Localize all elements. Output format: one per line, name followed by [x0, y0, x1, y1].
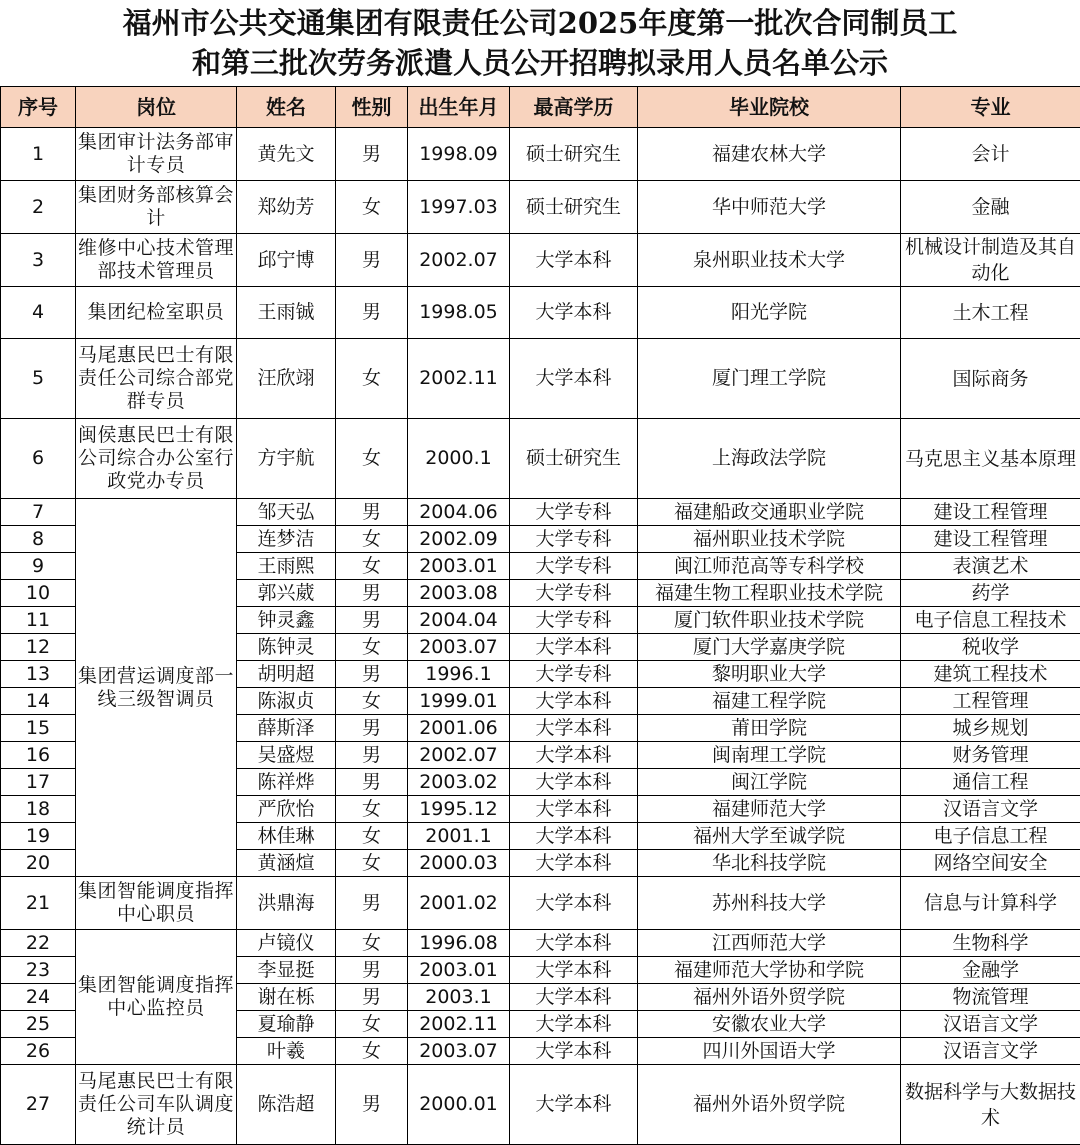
header-education: 最高学历 — [510, 87, 638, 128]
birth-cell: 2004.04 — [408, 607, 510, 634]
gender-cell: 男 — [336, 984, 408, 1011]
name-cell: 方宇航 — [237, 419, 336, 499]
row-number: 16 — [1, 742, 76, 769]
header-post: 岗位 — [76, 87, 237, 128]
birth-cell: 2003.01 — [408, 957, 510, 984]
major-cell: 金融 — [901, 181, 1080, 234]
birth-cell: 2003.1 — [408, 984, 510, 1011]
school-cell: 福州职业技术学院 — [638, 526, 901, 553]
table-row — [1, 419, 1080, 499]
school-cell: 厦门大学嘉庚学院 — [638, 634, 901, 661]
name-cell: 夏瑜静 — [237, 1011, 336, 1038]
gender-cell: 女 — [336, 339, 408, 419]
gender-cell: 男 — [336, 877, 408, 930]
name-cell: 王雨铖 — [237, 287, 336, 339]
header-major: 专业 — [901, 87, 1080, 128]
education-cell: 大学本科 — [510, 957, 638, 984]
gender-cell: 女 — [336, 688, 408, 715]
major-cell: 会计 — [901, 128, 1080, 181]
post-cell: 集团纪检室职员 — [76, 287, 237, 339]
gender-cell: 男 — [336, 580, 408, 607]
birth-cell: 2003.07 — [408, 634, 510, 661]
gender-cell: 男 — [336, 661, 408, 688]
name-cell: 陈钟灵 — [237, 634, 336, 661]
row-number: 13 — [1, 661, 76, 688]
header-birth: 出生年月 — [408, 87, 510, 128]
post-cell: 集团审计法务部审计专员 — [76, 128, 237, 181]
table-row — [1, 877, 1080, 930]
education-cell: 大学专科 — [510, 661, 638, 688]
gender-cell: 女 — [336, 419, 408, 499]
name-cell: 连梦洁 — [237, 526, 336, 553]
row-number: 14 — [1, 688, 76, 715]
school-cell: 上海政法学院 — [638, 419, 901, 499]
birth-cell: 2002.07 — [408, 234, 510, 287]
gender-cell: 男 — [336, 607, 408, 634]
education-cell: 大学专科 — [510, 499, 638, 526]
name-cell: 王雨熙 — [237, 553, 336, 580]
name-cell: 严欣怡 — [237, 796, 336, 823]
birth-cell: 2001.06 — [408, 715, 510, 742]
major-cell: 建设工程管理 — [901, 526, 1080, 553]
education-cell: 硕士研究生 — [510, 128, 638, 181]
row-number: 2 — [1, 181, 76, 234]
row-number: 5 — [1, 339, 76, 419]
post-cell: 集团智能调度指挥中心职员 — [76, 877, 237, 930]
title-line-2: 和第三批次劳务派遣人员公开招聘拟录用人员名单公示 — [0, 43, 1080, 83]
birth-cell: 2001.02 — [408, 877, 510, 930]
row-number: 15 — [1, 715, 76, 742]
gender-cell: 女 — [336, 796, 408, 823]
gender-cell: 男 — [336, 957, 408, 984]
row-number: 21 — [1, 877, 76, 930]
education-cell: 大学本科 — [510, 287, 638, 339]
education-cell: 大学本科 — [510, 234, 638, 287]
major-cell: 信息与计算科学 — [901, 877, 1080, 930]
name-cell: 汪欣翊 — [237, 339, 336, 419]
birth-cell: 2002.09 — [408, 526, 510, 553]
school-cell: 厦门理工学院 — [638, 339, 901, 419]
education-cell: 大学本科 — [510, 796, 638, 823]
education-cell: 大学本科 — [510, 715, 638, 742]
name-cell: 李显挺 — [237, 957, 336, 984]
major-cell: 汉语言文学 — [901, 796, 1080, 823]
major-cell: 药学 — [901, 580, 1080, 607]
table-row — [1, 181, 1080, 234]
name-cell: 吴盛煜 — [237, 742, 336, 769]
school-cell: 苏州科技大学 — [638, 877, 901, 930]
name-cell: 邹天弘 — [237, 499, 336, 526]
education-cell: 大学专科 — [510, 526, 638, 553]
row-number: 4 — [1, 287, 76, 339]
birth-cell: 2002.11 — [408, 1011, 510, 1038]
major-cell: 机械设计制造及其自动化 — [901, 234, 1080, 287]
school-cell: 安徽农业大学 — [638, 1011, 901, 1038]
table-row — [1, 499, 1080, 526]
post-cell: 集团营运调度部一线三级智调员 — [76, 499, 237, 877]
gender-cell: 女 — [336, 930, 408, 957]
post-cell: 集团智能调度指挥中心监控员 — [76, 930, 237, 1065]
gender-cell: 男 — [336, 715, 408, 742]
school-cell: 福建农林大学 — [638, 128, 901, 181]
major-cell: 表演艺术 — [901, 553, 1080, 580]
row-number: 11 — [1, 607, 76, 634]
major-cell: 生物科学 — [901, 930, 1080, 957]
birth-cell: 1996.1 — [408, 661, 510, 688]
table-row — [1, 1065, 1080, 1145]
gender-cell: 男 — [336, 1065, 408, 1145]
major-cell: 城乡规划 — [901, 715, 1080, 742]
name-cell: 洪鼎海 — [237, 877, 336, 930]
education-cell: 大学本科 — [510, 742, 638, 769]
name-cell: 薛斯泽 — [237, 715, 336, 742]
education-cell: 大学本科 — [510, 1038, 638, 1065]
major-cell: 金融学 — [901, 957, 1080, 984]
gender-cell: 女 — [336, 181, 408, 234]
birth-cell: 2000.1 — [408, 419, 510, 499]
row-number: 23 — [1, 957, 76, 984]
name-cell: 谢在栎 — [237, 984, 336, 1011]
row-number: 12 — [1, 634, 76, 661]
major-cell: 国际商务 — [901, 339, 1080, 419]
name-cell: 郑幼芳 — [237, 181, 336, 234]
major-cell: 税收学 — [901, 634, 1080, 661]
birth-cell: 1998.09 — [408, 128, 510, 181]
major-cell: 建设工程管理 — [901, 499, 1080, 526]
gender-cell: 男 — [336, 287, 408, 339]
post-cell: 马尾惠民巴士有限责任公司综合部党群专员 — [76, 339, 237, 419]
education-cell: 大学本科 — [510, 1011, 638, 1038]
header-no: 序号 — [1, 87, 76, 128]
education-cell: 硕士研究生 — [510, 419, 638, 499]
row-number: 18 — [1, 796, 76, 823]
gender-cell: 女 — [336, 634, 408, 661]
table-row — [1, 234, 1080, 287]
gender-cell: 女 — [336, 553, 408, 580]
major-cell: 物流管理 — [901, 984, 1080, 1011]
education-cell: 大学专科 — [510, 580, 638, 607]
header-name: 姓名 — [237, 87, 336, 128]
table-header-row — [1, 87, 1080, 128]
school-cell: 四川外国语大学 — [638, 1038, 901, 1065]
birth-cell: 2003.07 — [408, 1038, 510, 1065]
education-cell: 大学本科 — [510, 688, 638, 715]
school-cell: 福州大学至诚学院 — [638, 823, 901, 850]
birth-cell: 1999.01 — [408, 688, 510, 715]
row-number: 27 — [1, 1065, 76, 1145]
title-line-1: 福州市公共交通集团有限责任公司2025年度第一批次合同制员工 — [0, 3, 1080, 43]
major-cell: 财务管理 — [901, 742, 1080, 769]
name-cell: 胡明超 — [237, 661, 336, 688]
row-number: 3 — [1, 234, 76, 287]
school-cell: 福建生物工程职业技术学院 — [638, 580, 901, 607]
gender-cell: 男 — [336, 742, 408, 769]
name-cell: 林佳琳 — [237, 823, 336, 850]
birth-cell: 2002.11 — [408, 339, 510, 419]
birth-cell: 1998.05 — [408, 287, 510, 339]
gender-cell: 女 — [336, 850, 408, 877]
school-cell: 泉州职业技术大学 — [638, 234, 901, 287]
school-cell: 厦门软件职业技术学院 — [638, 607, 901, 634]
row-number: 1 — [1, 128, 76, 181]
gender-cell: 女 — [336, 823, 408, 850]
education-cell: 大学本科 — [510, 823, 638, 850]
row-number: 10 — [1, 580, 76, 607]
gender-cell: 女 — [336, 526, 408, 553]
school-cell: 华中师范大学 — [638, 181, 901, 234]
education-cell: 硕士研究生 — [510, 181, 638, 234]
birth-cell: 1995.12 — [408, 796, 510, 823]
name-cell: 黄先文 — [237, 128, 336, 181]
row-number: 17 — [1, 769, 76, 796]
row-number: 26 — [1, 1038, 76, 1065]
school-cell: 福建工程学院 — [638, 688, 901, 715]
education-cell: 大学本科 — [510, 850, 638, 877]
school-cell: 福建师范大学协和学院 — [638, 957, 901, 984]
birth-cell: 2003.08 — [408, 580, 510, 607]
post-cell: 集团财务部核算会计 — [76, 181, 237, 234]
birth-cell: 2000.01 — [408, 1065, 510, 1145]
birth-cell: 1997.03 — [408, 181, 510, 234]
school-cell: 江西师范大学 — [638, 930, 901, 957]
school-cell: 福州外语外贸学院 — [638, 1065, 901, 1145]
name-cell: 钟灵鑫 — [237, 607, 336, 634]
education-cell: 大学本科 — [510, 930, 638, 957]
row-number: 20 — [1, 850, 76, 877]
row-number: 25 — [1, 1011, 76, 1038]
gender-cell: 男 — [336, 128, 408, 181]
major-cell: 工程管理 — [901, 688, 1080, 715]
education-cell: 大学本科 — [510, 339, 638, 419]
table-body — [1, 128, 1080, 1145]
school-cell: 福建船政交通职业学院 — [638, 499, 901, 526]
name-cell: 卢镜仪 — [237, 930, 336, 957]
major-cell: 汉语言文学 — [901, 1038, 1080, 1065]
row-number: 24 — [1, 984, 76, 1011]
table-row — [1, 287, 1080, 339]
education-cell: 大学本科 — [510, 634, 638, 661]
name-cell: 邱宁博 — [237, 234, 336, 287]
major-cell: 网络空间安全 — [901, 850, 1080, 877]
major-cell: 马克思主义基本原理 — [901, 419, 1080, 499]
birth-cell: 2002.07 — [408, 742, 510, 769]
birth-cell: 2003.02 — [408, 769, 510, 796]
birth-cell: 1996.08 — [408, 930, 510, 957]
school-cell: 黎明职业大学 — [638, 661, 901, 688]
education-cell: 大学本科 — [510, 769, 638, 796]
row-number: 6 — [1, 419, 76, 499]
birth-cell: 2000.03 — [408, 850, 510, 877]
education-cell: 大学专科 — [510, 607, 638, 634]
name-cell: 叶羲 — [237, 1038, 336, 1065]
row-number: 22 — [1, 930, 76, 957]
name-cell: 陈祥烨 — [237, 769, 336, 796]
school-cell: 闽江师范高等专科学校 — [638, 553, 901, 580]
major-cell: 电子信息工程 — [901, 823, 1080, 850]
row-number: 8 — [1, 526, 76, 553]
education-cell: 大学专科 — [510, 553, 638, 580]
gender-cell: 女 — [336, 1011, 408, 1038]
page-title — [0, 0, 1080, 86]
row-number: 9 — [1, 553, 76, 580]
post-cell: 闽侯惠民巴士有限公司综合办公室行政党办专员 — [76, 419, 237, 499]
gender-cell: 男 — [336, 234, 408, 287]
name-cell: 陈淑贞 — [237, 688, 336, 715]
table-row — [1, 930, 1080, 957]
name-cell: 黄涵煊 — [237, 850, 336, 877]
major-cell: 汉语言文学 — [901, 1011, 1080, 1038]
birth-cell: 2003.01 — [408, 553, 510, 580]
name-cell: 陈浩超 — [237, 1065, 336, 1145]
row-number: 19 — [1, 823, 76, 850]
major-cell: 建筑工程技术 — [901, 661, 1080, 688]
major-cell: 土木工程 — [901, 287, 1080, 339]
school-cell: 闽江学院 — [638, 769, 901, 796]
gender-cell: 男 — [336, 499, 408, 526]
header-school: 毕业院校 — [638, 87, 901, 128]
row-number: 7 — [1, 499, 76, 526]
school-cell: 闽南理工学院 — [638, 742, 901, 769]
major-cell: 电子信息工程技术 — [901, 607, 1080, 634]
education-cell: 大学本科 — [510, 984, 638, 1011]
birth-cell: 2001.1 — [408, 823, 510, 850]
birth-cell: 2004.06 — [408, 499, 510, 526]
school-cell: 华北科技学院 — [638, 850, 901, 877]
education-cell: 大学本科 — [510, 1065, 638, 1145]
table-row — [1, 339, 1080, 419]
major-cell: 数据科学与大数据技术 — [901, 1065, 1080, 1145]
school-cell: 阳光学院 — [638, 287, 901, 339]
post-cell: 马尾惠民巴士有限责任公司车队调度统计员 — [76, 1065, 237, 1145]
school-cell: 福建师范大学 — [638, 796, 901, 823]
education-cell: 大学本科 — [510, 877, 638, 930]
school-cell: 福州外语外贸学院 — [638, 984, 901, 1011]
table-row — [1, 128, 1080, 181]
gender-cell: 女 — [336, 1038, 408, 1065]
post-cell: 维修中心技术管理部技术管理员 — [76, 234, 237, 287]
major-cell: 通信工程 — [901, 769, 1080, 796]
candidate-table — [0, 86, 1080, 1145]
name-cell: 郭兴葳 — [237, 580, 336, 607]
header-gender: 性别 — [336, 87, 408, 128]
gender-cell: 男 — [336, 769, 408, 796]
school-cell: 莆田学院 — [638, 715, 901, 742]
